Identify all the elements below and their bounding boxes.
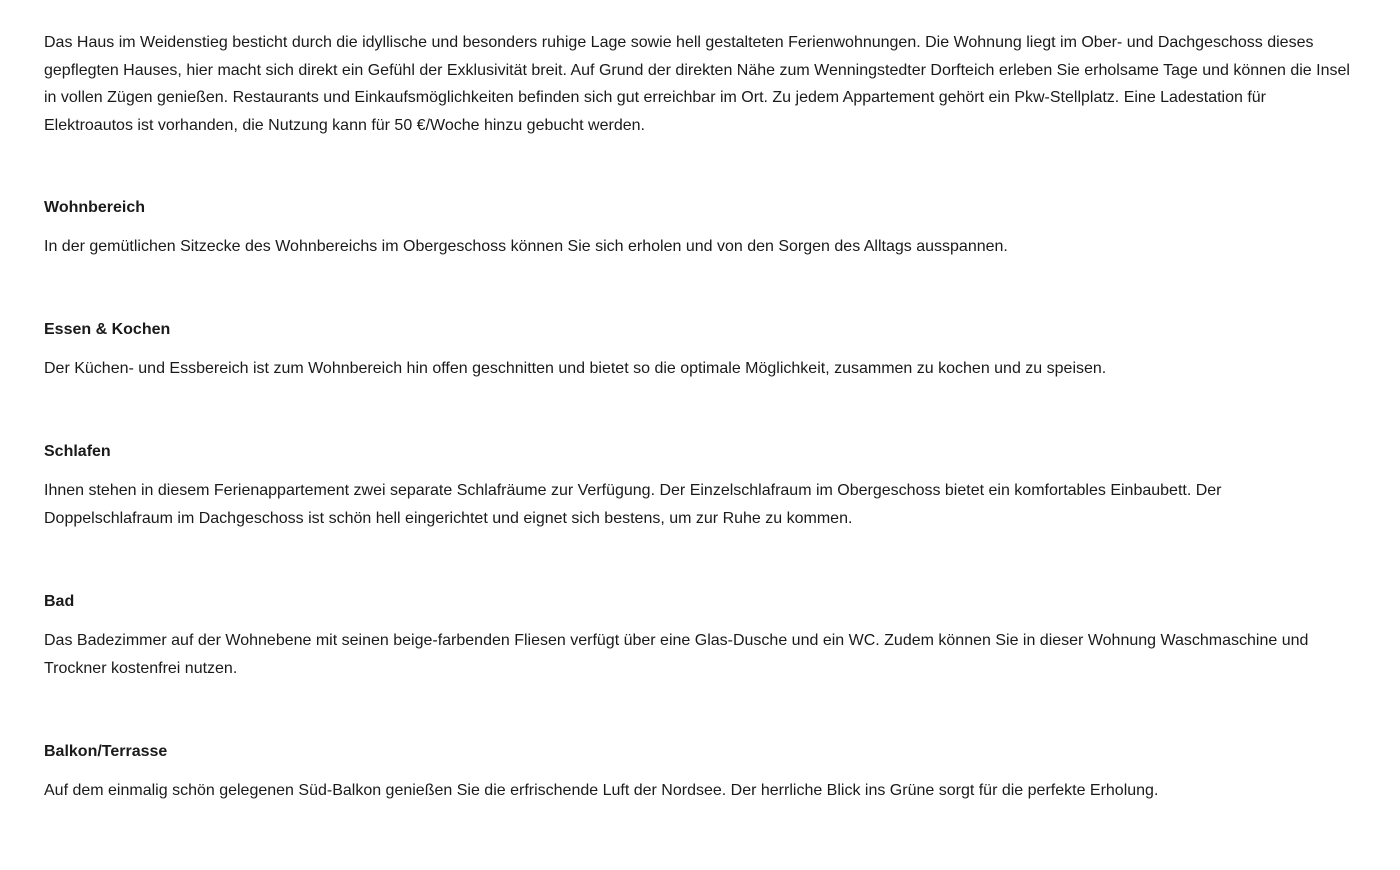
section-wohnbereich [44,194,1356,261]
section-text: Das Badezimmer auf der Wohnebene mit seinen beige-farbenden Fliesen verfügt über eine Glas-Dusche und ein WC. Zudem können Sie in dieser Wohnung Waschmaschine und Trockner kostenfrei nutzen. [44,632,1309,677]
section-heading: Wohnbereich [44,199,146,216]
section-schlafen [44,438,1356,533]
section-text: Der Küchen- und Essbereich ist zum Wohnbereich hin offen geschnitten und bietet so die optimale Möglichkeit, zusammen zu kochen und zu speisen. [44,360,1107,377]
section-heading: Schlafen [44,443,111,460]
section-essen-kochen [44,316,1356,383]
section-text: Ihnen stehen in diesem Ferienappartement zwei separate Schlafräume zur Verfügung. Der Einzelschlafraum im Obergeschoss bietet ein komfortables Einbaubett. Der Doppelschlafraum im Dachgeschoss ist schön hell eingerichtet und eignet sich bestens, um zur Ruhe zu kommen. [44,482,1222,527]
section-heading: Essen & Kochen [44,321,171,338]
section-heading: Balkon/Terrasse [44,743,168,760]
intro-paragraph: Das Haus im Weidenstieg besticht durch die idyllische und besonders ruhige Lage sowie hell gestalteten Ferienwohnungen. Die Wohnung liegt im Ober- und Dachgeschoss dieses gepflegten Hauses, hier macht sich direkt ein Gefühl der Exklusivität breit. Auf Grund der direkten Nähe zum Wenningstedter Dorfteich erleben Sie erholsame Tage und können die Insel in vollen Zügen genießen. Restaurants und Einkaufsmöglichkeiten befinden sich gut erreichbar im Ort. Zu jedem Appartement gehört ein Pkw-Stellplatz. Eine Ladestation für Elektroautos ist vorhanden, die Nutzung kann für 50 €/Woche hinzu gebucht werden. [44,34,1350,134]
section-text: In der gemütlichen Sitzecke des Wohnbereichs im Obergeschoss können Sie sich erholen und von den Sorgen des Alltags ausspannen. [44,238,1008,255]
section-bad [44,588,1356,683]
section-balkon-terrasse [44,738,1356,805]
section-text: Auf dem einmalig schön gelegenen Süd-Balkon genießen Sie die erfrischende Luft der Nordsee. Der herrliche Blick ins Grüne sorgt für die perfekte Erholung. [44,782,1159,799]
section-heading: Bad [44,593,75,610]
